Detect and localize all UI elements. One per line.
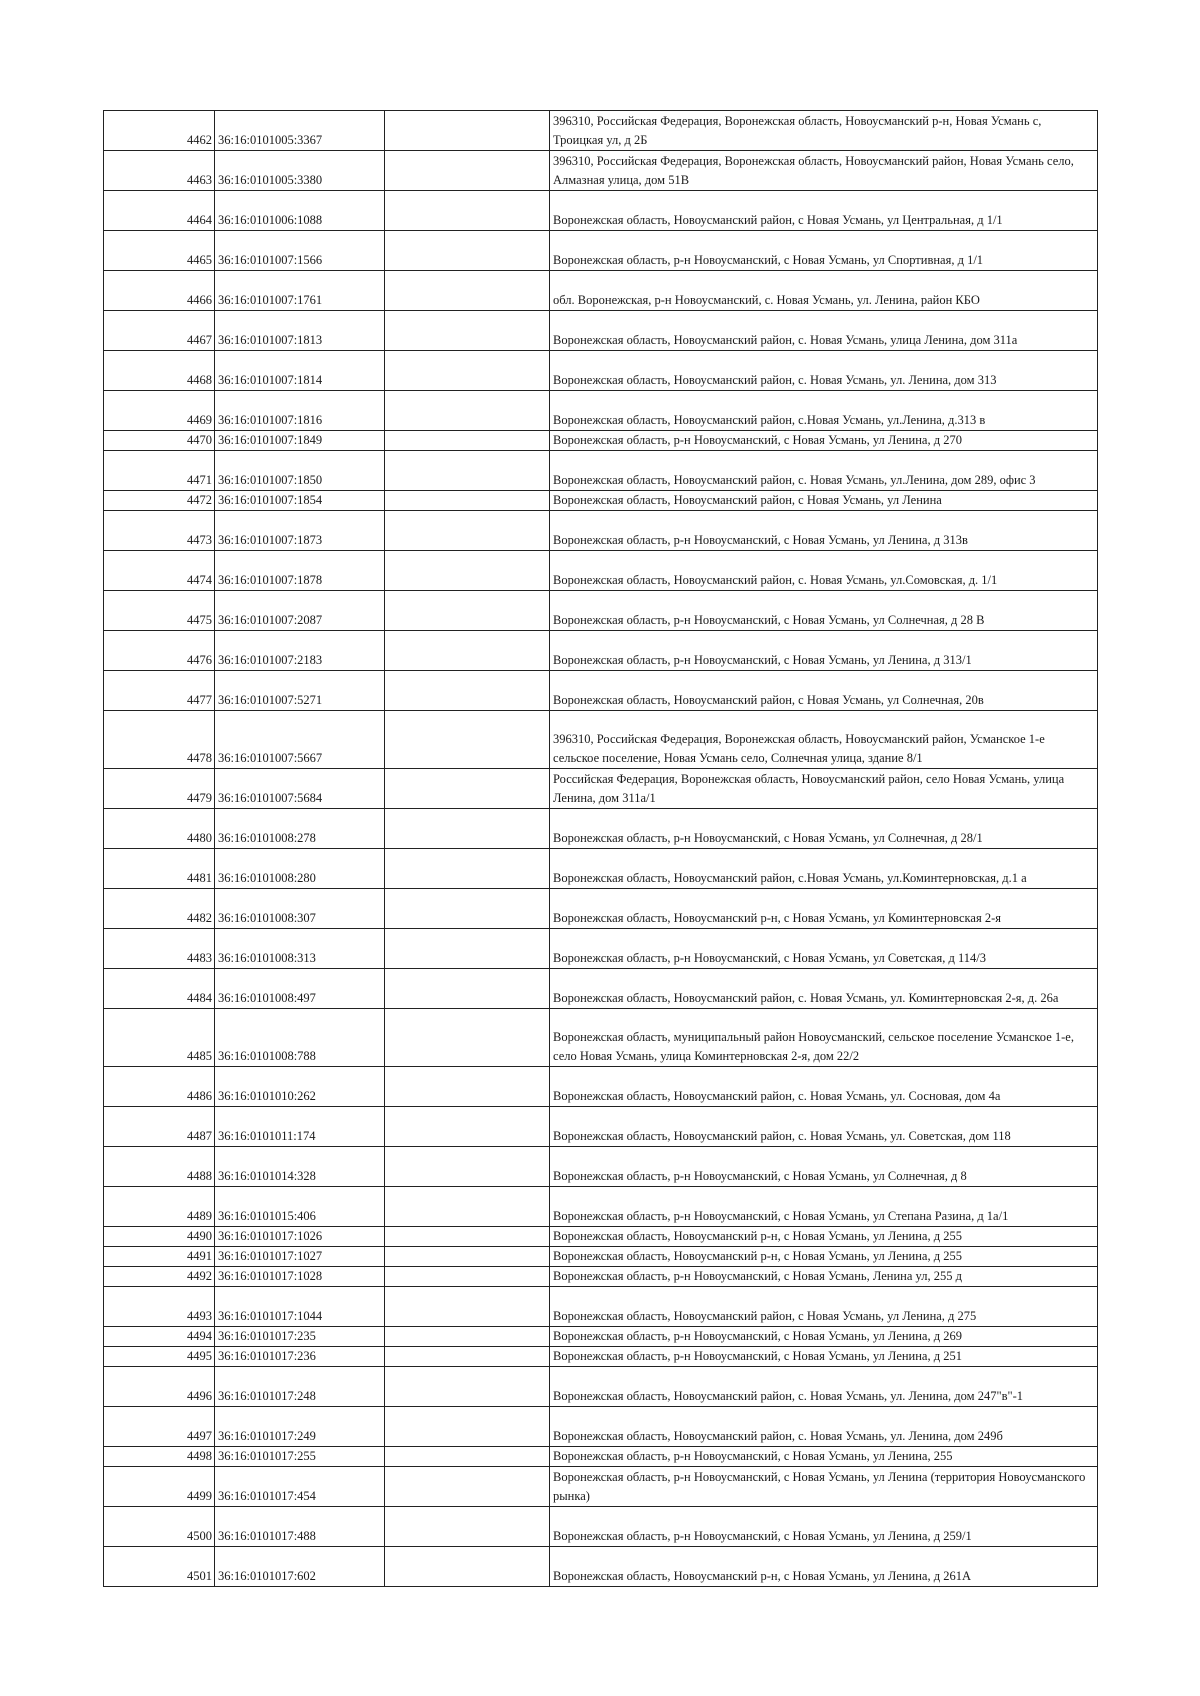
row-number-cell: 4471 [104, 451, 215, 491]
empty-cell [385, 1367, 550, 1407]
address-cell: Воронежская область, р-н Новоусманский, с Новая Усмань, ул Ленина (территория Новоусманского рынка) [550, 1467, 1098, 1507]
table-row [104, 1009, 1098, 1067]
address-cell: Воронежская область, Новоусманский район, с Новая Усмань, ул Солнечная, 20в [550, 671, 1098, 711]
table-row [104, 451, 1098, 491]
cadastral-number-cell: 36:16:0101017:1027 [215, 1247, 385, 1267]
cadastral-number-cell: 36:16:0101008:497 [215, 969, 385, 1009]
row-number-cell: 4470 [104, 431, 215, 451]
row-number-cell: 4498 [104, 1447, 215, 1467]
row-number-cell: 4467 [104, 311, 215, 351]
table-row [104, 809, 1098, 849]
address-cell: Воронежская область, Новоусманский р-н, с Новая Усмань, ул Ленина, д 255 [550, 1227, 1098, 1247]
cadastral-number-cell: 36:16:0101007:5271 [215, 671, 385, 711]
table-row [104, 511, 1098, 551]
address-cell: Воронежская область, Новоусманский район, с. Новая Усмань, ул. Ленина, дом 313 [550, 351, 1098, 391]
empty-cell [385, 1009, 550, 1067]
address-cell: Воронежская область, Новоусманский район, с.Новая Усмань, ул.Коминтерновская, д.1 а [550, 849, 1098, 889]
table-row [104, 491, 1098, 511]
row-number-cell: 4494 [104, 1327, 215, 1347]
cadastral-number-cell: 36:16:0101017:1044 [215, 1287, 385, 1327]
cadastral-number-cell: 36:16:0101017:1026 [215, 1227, 385, 1247]
empty-cell [385, 1107, 550, 1147]
empty-cell [385, 151, 550, 191]
row-number-cell: 4474 [104, 551, 215, 591]
address-cell: Воронежская область, Новоусманский район, с. Новая Усмань, ул. Ленина, дом 247"в"-1 [550, 1367, 1098, 1407]
row-number-cell: 4492 [104, 1267, 215, 1287]
table-row [104, 1347, 1098, 1367]
row-number-cell: 4500 [104, 1507, 215, 1547]
address-cell: Воронежская область, р-н Новоусманский, с Новая Усмань, ул Солнечная, д 28/1 [550, 809, 1098, 849]
empty-cell [385, 1467, 550, 1507]
row-number-cell: 4488 [104, 1147, 215, 1187]
cadastral-number-cell: 36:16:0101007:1814 [215, 351, 385, 391]
table-row [104, 551, 1098, 591]
table-row [104, 591, 1098, 631]
cadastral-number-cell: 36:16:0101015:406 [215, 1187, 385, 1227]
empty-cell [385, 849, 550, 889]
cadastral-table-body [104, 111, 1098, 1587]
address-cell: Воронежская область, р-н Новоусманский, с Новая Усмань, ул Ленина, д 313в [550, 511, 1098, 551]
address-cell: Российская Федерация, Воронежская область, Новоусманский район, село Новая Усмань, улица Ленина, дом 311а/1 [550, 769, 1098, 809]
table-row [104, 391, 1098, 431]
cadastral-number-cell: 36:16:0101008:307 [215, 889, 385, 929]
table-row [104, 271, 1098, 311]
row-number-cell: 4497 [104, 1407, 215, 1447]
table-row [104, 1327, 1098, 1347]
table-row [104, 1367, 1098, 1407]
address-cell: Воронежская область, р-н Новоусманский, с Новая Усмань, Ленина ул, 255 д [550, 1267, 1098, 1287]
table-row [104, 849, 1098, 889]
address-cell: 396310, Российская Федерация, Воронежская область, Новоусманский р-н, Новая Усмань с, Троицкая ул, д 2Б [550, 111, 1098, 151]
cadastral-table [103, 110, 1098, 1587]
empty-cell [385, 1407, 550, 1447]
row-number-cell: 4472 [104, 491, 215, 511]
row-number-cell: 4469 [104, 391, 215, 431]
empty-cell [385, 1447, 550, 1467]
address-cell: Воронежская область, Новоусманский район, с. Новая Усмань, ул.Ленина, дом 289, офис 3 [550, 451, 1098, 491]
address-cell: Воронежская область, р-н Новоусманский, с Новая Усмань, ул Советская, д 114/3 [550, 929, 1098, 969]
empty-cell [385, 1267, 550, 1287]
row-number-cell: 4489 [104, 1187, 215, 1227]
table-row [104, 1067, 1098, 1107]
empty-cell [385, 671, 550, 711]
table-row [104, 311, 1098, 351]
address-cell: 396310, Российская Федерация, Воронежская область, Новоусманский район, Новая Усмань село, Алмазная улица, дом 51В [550, 151, 1098, 191]
cadastral-number-cell: 36:16:0101005:3367 [215, 111, 385, 151]
empty-cell [385, 1067, 550, 1107]
row-number-cell: 4475 [104, 591, 215, 631]
row-number-cell: 4481 [104, 849, 215, 889]
cadastral-number-cell: 36:16:0101017:488 [215, 1507, 385, 1547]
row-number-cell: 4501 [104, 1547, 215, 1587]
cadastral-number-cell: 36:16:0101017:1028 [215, 1267, 385, 1287]
row-number-cell: 4464 [104, 191, 215, 231]
cadastral-number-cell: 36:16:0101007:2183 [215, 631, 385, 671]
row-number-cell: 4480 [104, 809, 215, 849]
address-cell: Воронежская область, Новоусманский р-н, с Новая Усмань, ул Коминтерновская 2-я [550, 889, 1098, 929]
row-number-cell: 4499 [104, 1467, 215, 1507]
row-number-cell: 4485 [104, 1009, 215, 1067]
address-cell: Воронежская область, р-н Новоусманский, с Новая Усмань, ул Ленина, д 313/1 [550, 631, 1098, 671]
table-row [104, 769, 1098, 809]
cadastral-number-cell: 36:16:0101017:235 [215, 1327, 385, 1347]
table-row [104, 671, 1098, 711]
empty-cell [385, 929, 550, 969]
row-number-cell: 4465 [104, 231, 215, 271]
cadastral-number-cell: 36:16:0101008:313 [215, 929, 385, 969]
address-cell: Воронежская область, р-н Новоусманский, с Новая Усмань, ул Солнечная, д 28 В [550, 591, 1098, 631]
empty-cell [385, 271, 550, 311]
address-cell: 396310, Российская Федерация, Воронежская область, Новоусманский район, Усманское 1-е сельское поселение, Новая Усмань село, Солнечная улица, здание 8/1 [550, 711, 1098, 769]
table-row [104, 1247, 1098, 1267]
cadastral-number-cell: 36:16:0101006:1088 [215, 191, 385, 231]
empty-cell [385, 1287, 550, 1327]
table-row [104, 351, 1098, 391]
empty-cell [385, 969, 550, 1009]
cadastral-number-cell: 36:16:0101008:278 [215, 809, 385, 849]
empty-cell [385, 1547, 550, 1587]
table-row [104, 1147, 1098, 1187]
address-cell: Воронежская область, р-н Новоусманский, с Новая Усмань, ул Ленина, д 251 [550, 1347, 1098, 1367]
empty-cell [385, 351, 550, 391]
row-number-cell: 4491 [104, 1247, 215, 1267]
address-cell: Воронежская область, р-н Новоусманский, с Новая Усмань, ул Спортивная, д 1/1 [550, 231, 1098, 271]
empty-cell [385, 511, 550, 551]
table-row [104, 111, 1098, 151]
row-number-cell: 4466 [104, 271, 215, 311]
table-row [104, 151, 1098, 191]
empty-cell [385, 1227, 550, 1247]
address-cell: Воронежская область, р-н Новоусманский, с Новая Усмань, ул Ленина, 255 [550, 1447, 1098, 1467]
table-row [104, 1447, 1098, 1467]
empty-cell [385, 191, 550, 231]
address-cell: Воронежская область, р-н Новоусманский, с Новая Усмань, ул Ленина, д 269 [550, 1327, 1098, 1347]
table-row [104, 231, 1098, 271]
address-cell: Воронежская область, Новоусманский район, с Новая Усмань, ул Центральная, д 1/1 [550, 191, 1098, 231]
row-number-cell: 4482 [104, 889, 215, 929]
row-number-cell: 4468 [104, 351, 215, 391]
table-row [104, 929, 1098, 969]
row-number-cell: 4479 [104, 769, 215, 809]
cadastral-number-cell: 36:16:0101007:1850 [215, 451, 385, 491]
table-row [104, 1507, 1098, 1547]
address-cell: Воронежская область, Новоусманский район, с. Новая Усмань, ул. Ленина, дом 249б [550, 1407, 1098, 1447]
empty-cell [385, 1507, 550, 1547]
table-row [104, 631, 1098, 671]
empty-cell [385, 769, 550, 809]
empty-cell [385, 1327, 550, 1347]
cadastral-number-cell: 36:16:0101014:328 [215, 1147, 385, 1187]
table-row [104, 711, 1098, 769]
empty-cell [385, 1187, 550, 1227]
cadastral-number-cell: 36:16:0101007:1816 [215, 391, 385, 431]
empty-cell [385, 451, 550, 491]
cadastral-number-cell: 36:16:0101017:255 [215, 1447, 385, 1467]
row-number-cell: 4487 [104, 1107, 215, 1147]
address-cell: Воронежская область, муниципальный район Новоусманский, сельское поселение Усманское 1-е, село Новая Усмань, улица Коминтерновская 2-я, дом 22/2 [550, 1009, 1098, 1067]
empty-cell [385, 111, 550, 151]
row-number-cell: 4463 [104, 151, 215, 191]
address-cell: Воронежская область, р-н Новоусманский, с Новая Усмань, ул Ленина, д 270 [550, 431, 1098, 451]
row-number-cell: 4462 [104, 111, 215, 151]
address-cell: Воронежская область, Новоусманский район, с Новая Усмань, ул Ленина, д 275 [550, 1287, 1098, 1327]
row-number-cell: 4490 [104, 1227, 215, 1247]
row-number-cell: 4486 [104, 1067, 215, 1107]
address-cell: Воронежская область, Новоусманский район, с. Новая Усмань, улица Ленина, дом 311а [550, 311, 1098, 351]
row-number-cell: 4483 [104, 929, 215, 969]
address-cell: Воронежская область, Новоусманский район, с. Новая Усмань, ул. Сосновая, дом 4а [550, 1067, 1098, 1107]
table-row [104, 1107, 1098, 1147]
row-number-cell: 4496 [104, 1367, 215, 1407]
cadastral-number-cell: 36:16:0101017:602 [215, 1547, 385, 1587]
empty-cell [385, 889, 550, 929]
cadastral-number-cell: 36:16:0101010:262 [215, 1067, 385, 1107]
row-number-cell: 4473 [104, 511, 215, 551]
empty-cell [385, 231, 550, 271]
table-row [104, 431, 1098, 451]
address-cell: Воронежская область, р-н Новоусманский, с Новая Усмань, ул Солнечная, д 8 [550, 1147, 1098, 1187]
empty-cell [385, 631, 550, 671]
table-row [104, 1547, 1098, 1587]
address-cell: Воронежская область, Новоусманский район, с Новая Усмань, ул Ленина [550, 491, 1098, 511]
cadastral-number-cell: 36:16:0101008:788 [215, 1009, 385, 1067]
empty-cell [385, 711, 550, 769]
address-cell: Воронежская область, Новоусманский район, с. Новая Усмань, ул. Коминтерновская 2-я, д. 26а [550, 969, 1098, 1009]
cadastral-number-cell: 36:16:0101017:248 [215, 1367, 385, 1407]
cadastral-number-cell: 36:16:0101007:1761 [215, 271, 385, 311]
cadastral-number-cell: 36:16:0101007:5667 [215, 711, 385, 769]
table-row [104, 191, 1098, 231]
cadastral-number-cell: 36:16:0101007:1813 [215, 311, 385, 351]
cadastral-number-cell: 36:16:0101017:236 [215, 1347, 385, 1367]
table-row [104, 1187, 1098, 1227]
cadastral-number-cell: 36:16:0101017:249 [215, 1407, 385, 1447]
table-row [104, 1227, 1098, 1247]
cadastral-number-cell: 36:16:0101007:2087 [215, 591, 385, 631]
empty-cell [385, 391, 550, 431]
cadastral-number-cell: 36:16:0101007:1566 [215, 231, 385, 271]
address-cell: обл. Воронежская, р-н Новоусманский, с. Новая Усмань, ул. Ленина, район КБО [550, 271, 1098, 311]
empty-cell [385, 591, 550, 631]
table-row [104, 889, 1098, 929]
cadastral-number-cell: 36:16:0101007:5684 [215, 769, 385, 809]
empty-cell [385, 311, 550, 351]
table-row [104, 1407, 1098, 1447]
row-number-cell: 4484 [104, 969, 215, 1009]
table-row [104, 1467, 1098, 1507]
table-row [104, 969, 1098, 1009]
empty-cell [385, 809, 550, 849]
table-row [104, 1287, 1098, 1327]
address-cell: Воронежская область, р-н Новоусманский, с Новая Усмань, ул Степана Разина, д 1а/1 [550, 1187, 1098, 1227]
address-cell: Воронежская область, Новоусманский район, с.Новая Усмань, ул.Ленина, д.313 в [550, 391, 1098, 431]
cadastral-number-cell: 36:16:0101007:1878 [215, 551, 385, 591]
cadastral-number-cell: 36:16:0101007:1854 [215, 491, 385, 511]
empty-cell [385, 431, 550, 451]
address-cell: Воронежская область, Новоусманский район, с. Новая Усмань, ул. Советская, дом 118 [550, 1107, 1098, 1147]
cadastral-number-cell: 36:16:0101007:1849 [215, 431, 385, 451]
empty-cell [385, 1247, 550, 1267]
cadastral-number-cell: 36:16:0101011:174 [215, 1107, 385, 1147]
table-row [104, 1267, 1098, 1287]
row-number-cell: 4495 [104, 1347, 215, 1367]
cadastral-number-cell: 36:16:0101008:280 [215, 849, 385, 889]
cadastral-number-cell: 36:16:0101017:454 [215, 1467, 385, 1507]
empty-cell [385, 1347, 550, 1367]
cadastral-number-cell: 36:16:0101005:3380 [215, 151, 385, 191]
address-cell: Воронежская область, Новоусманский р-н, с Новая Усмань, ул Ленина, д 261А [550, 1547, 1098, 1587]
address-cell: Воронежская область, Новоусманский район, с. Новая Усмань, ул.Сомовская, д. 1/1 [550, 551, 1098, 591]
row-number-cell: 4476 [104, 631, 215, 671]
empty-cell [385, 491, 550, 511]
address-cell: Воронежская область, Новоусманский р-н, с Новая Усмань, ул Ленина, д 255 [550, 1247, 1098, 1267]
row-number-cell: 4493 [104, 1287, 215, 1327]
address-cell: Воронежская область, р-н Новоусманский, с Новая Усмань, ул Ленина, д 259/1 [550, 1507, 1098, 1547]
empty-cell [385, 1147, 550, 1187]
cadastral-number-cell: 36:16:0101007:1873 [215, 511, 385, 551]
empty-cell [385, 551, 550, 591]
row-number-cell: 4478 [104, 711, 215, 769]
row-number-cell: 4477 [104, 671, 215, 711]
